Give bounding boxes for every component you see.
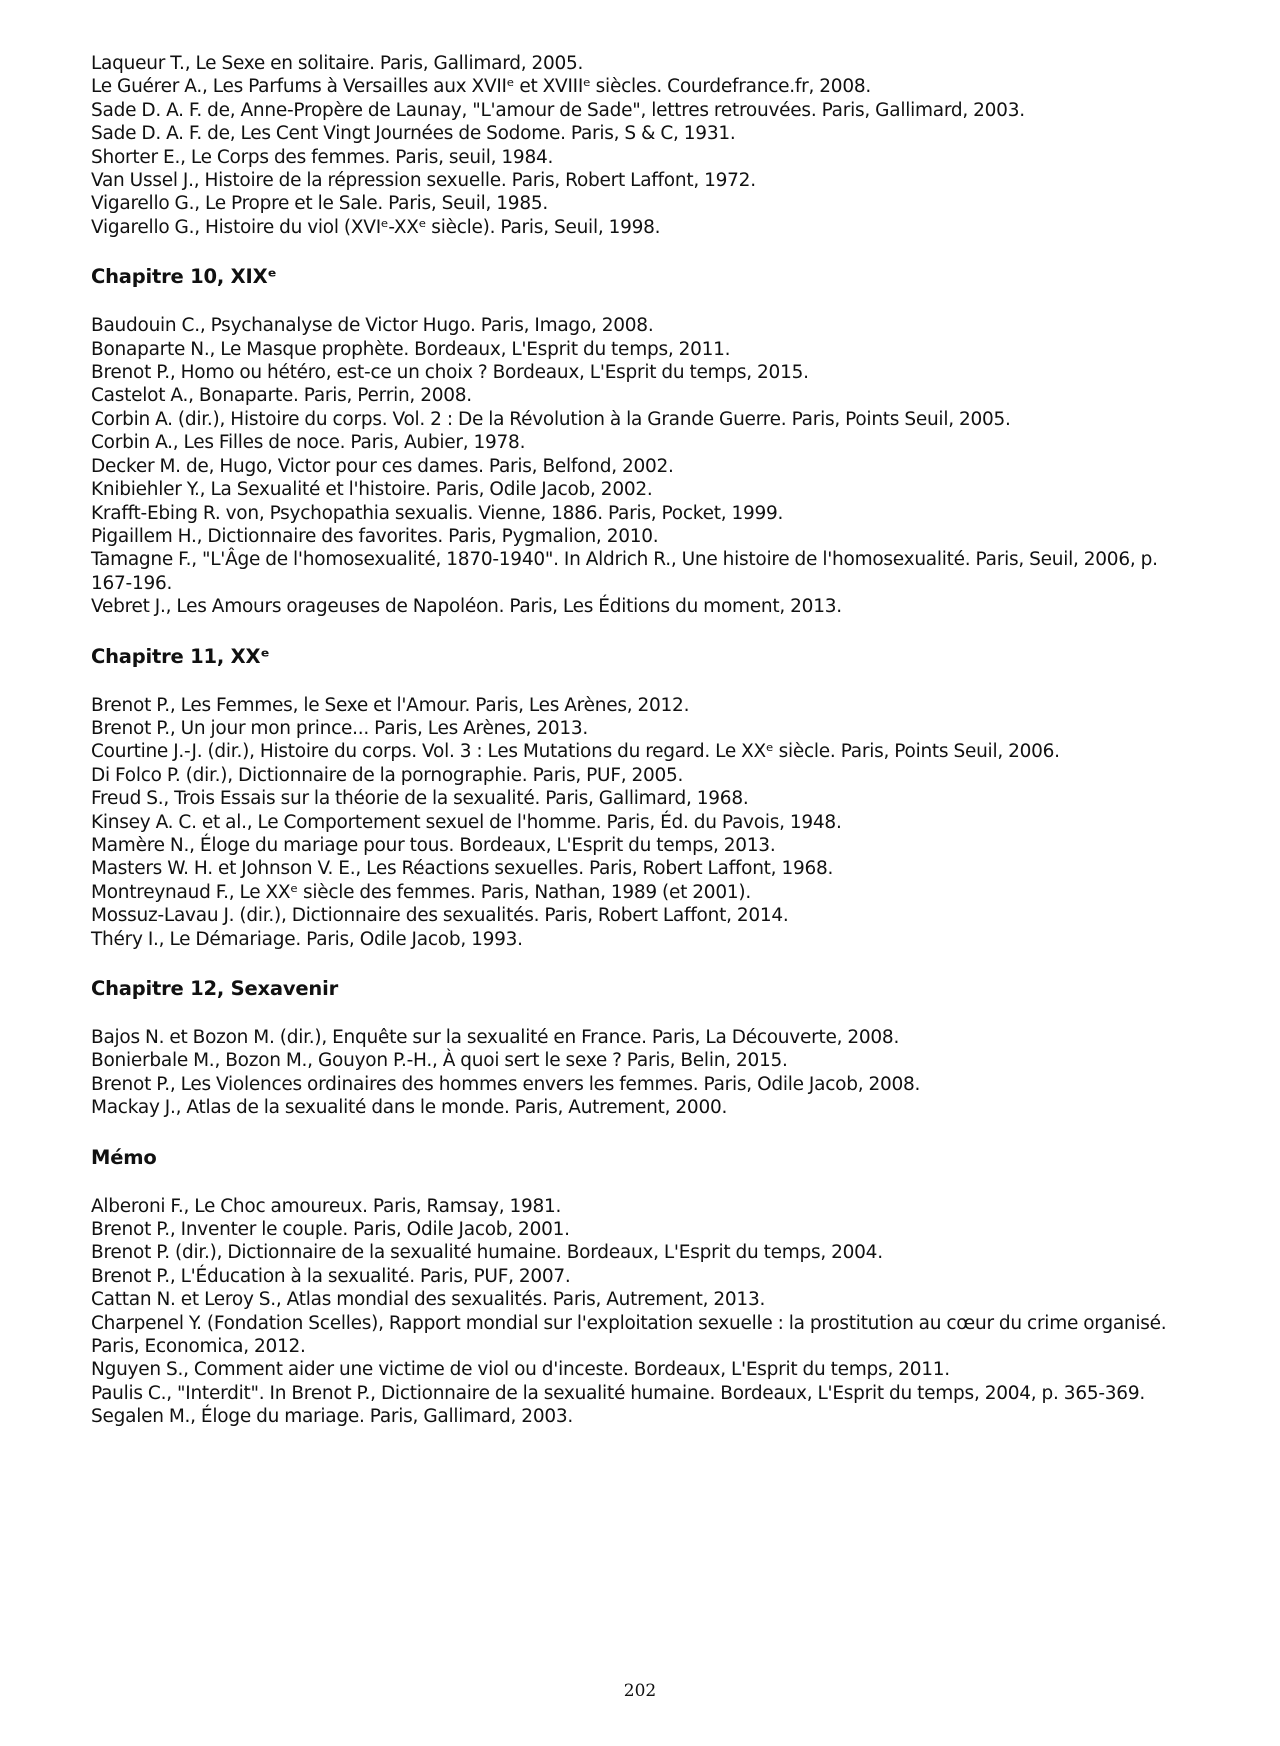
section-chapitre-11 (91, 645, 1191, 951)
bib-entry: Tamagne F., "L'Âge de l'homosexualité, 1870-1940". In Aldrich R., Une histoire de l'homosexualité. Paris, Seuil, 2006, p. 167-196. (91, 549, 1158, 594)
bib-entry: Alberoni F., Le Choc amoureux. Paris, Ramsay, 1981. (91, 1195, 562, 1217)
bib-entry: Brenot P., Inventer le couple. Paris, Odile Jacob, 2001. (91, 1219, 570, 1241)
page-number: 202 (623, 1681, 657, 1701)
bib-entry: Corbin A., Les Filles de noce. Paris, Aubier, 1978. (91, 432, 526, 454)
bib-entry: Bonaparte N., Le Masque prophète. Bordeaux, L'Esprit du temps, 2011. (91, 338, 731, 360)
bib-entry: Kinsey A. C. et al., Le Comportement sexuel de l'homme. Paris, Éd. du Pavois, 1948. (91, 811, 842, 833)
bib-entry: Krafft-Ebing R. von, Psychopathia sexualis. Vienne, 1886. Paris, Pocket, 1999. (91, 502, 784, 524)
bib-entry: Shorter E., Le Corps des femmes. Paris, seuil, 1984. (91, 146, 554, 168)
bib-entry: Corbin A. (dir.), Histoire du corps. Vol. 2 : De la Révolution à la Grande Guerre. Paris, Points Seuil, 2005. (91, 408, 1011, 430)
bib-entry: Decker M. de, Hugo, Victor pour ces dames. Paris, Belfond, 2002. (91, 455, 674, 477)
bib-entry: Van Ussel J., Histoire de la répression sexuelle. Paris, Robert Laffont, 1972. (91, 170, 756, 192)
bib-entry: Courtine J.-J. (dir.), Histoire du corps. Vol. 3 : Les Mutations du regard. Le XXᵉ siècle. Paris, Points Seuil, 2006. (91, 741, 1060, 763)
bib-entry: Nguyen S., Comment aider une victime de viol ou d'inceste. Bordeaux, L'Esprit du temps, 2011. (91, 1359, 950, 1381)
section-continued (91, 52, 1191, 239)
bib-entry: Théry I., Le Démariage. Paris, Odile Jacob, 1993. (91, 928, 523, 950)
bib-entry: Laqueur T., Le Sexe en solitaire. Paris, Gallimard, 2005. (91, 53, 584, 74)
section-chapitre-12 (91, 977, 1191, 1120)
bib-entry: Vebret J., Les Amours orageuses de Napoléon. Paris, Les Éditions du moment, 2013. (91, 596, 842, 618)
bib-entry: Mamère N., Éloge du mariage pour tous. Bordeaux, L'Esprit du temps, 2013. (91, 834, 776, 856)
bib-entry: Sade D. A. F. de, Les Cent Vingt Journées de Sodome. Paris, S & C, 1931. (91, 123, 736, 145)
bib-entry: Bonierbale M., Bozon M., Gouyon P.-H., À quoi sert le sexe ? Paris, Belin, 2015. (91, 1050, 788, 1072)
bib-entry: Bajos N. et Bozon M. (dir.), Enquête sur la sexualité en France. Paris, La Découverte, 2008. (91, 1027, 900, 1048)
bib-entry: Paulis C., "Interdit". In Brenot P., Dictionnaire de la sexualité humaine. Bordeaux, L'Esprit du temps, 2004, p. 365-369. (91, 1382, 1145, 1404)
bib-entry: Brenot P., Les Femmes, le Sexe et l'Amour. Paris, Les Arènes, 2012. (91, 694, 690, 716)
bib-entry: Brenot P. (dir.), Dictionnaire de la sexualité humaine. Bordeaux, L'Esprit du temps, 2004. (91, 1242, 883, 1264)
bib-entry: Brenot P., Un jour mon prince... Paris, Les Arènes, 2013. (91, 717, 589, 739)
bib-entry: Charpenel Y. (Fondation Scelles), Rapport mondial sur l'exploitation sexuelle : la prostitution au cœur du crime organisé. Paris, Economica, 2012. (91, 1312, 1167, 1358)
bib-entry: Baudouin C., Psychanalyse de Victor Hugo. Paris, Imago, 2008. (91, 315, 654, 337)
bib-entry: Freud S., Trois Essais sur la théorie de la sexualité. Paris, Gallimard, 1968. (91, 788, 749, 810)
bib-entry: Cattan N. et Leroy S., Atlas mondial des sexualités. Paris, Autrement, 2013. (91, 1289, 766, 1311)
bib-entry: Castelot A., Bonaparte. Paris, Perrin, 2008. (91, 385, 472, 407)
bib-entry: Brenot P., Les Violences ordinaires des hommes envers les femmes. Paris, Odile Jacob, 2008. (91, 1073, 921, 1095)
bibliography (91, 52, 1191, 1429)
bib-entry: Knibiehler Y., La Sexualité et l'histoire. Paris, Odile Jacob, 2002. (91, 479, 653, 501)
section-heading: Chapitre 10, XIXᵉ (91, 265, 277, 289)
bib-entry: Masters W. H. et Johnson V. E., Les Réactions sexuelles. Paris, Robert Laffont, 1968. (91, 858, 834, 880)
section-heading: Chapitre 11, XXᵉ (91, 644, 270, 668)
bib-entry: Brenot P., L'Éducation à la sexualité. Paris, PUF, 2007. (91, 1265, 571, 1287)
section-heading: Mémo (91, 1145, 157, 1169)
section-memo (91, 1146, 1191, 1429)
bib-entry: Pigaillem H., Dictionnaire des favorites. Paris, Pygmalion, 2010. (91, 525, 659, 547)
bib-entry: Montreynaud F., Le XXᵉ siècle des femmes. Paris, Nathan, 1989 (et 2001). (91, 881, 751, 903)
section-chapitre-10 (91, 265, 1191, 618)
bib-entry: Le Guérer A., Les Parfums à Versailles aux XVIIᵉ et XVIIIᵉ siècles. Courdefrance.fr, 2008. (91, 76, 871, 98)
section-heading: Chapitre 12, Sexavenir (91, 977, 339, 1000)
bib-entry: Brenot P., Homo ou hétéro, est-ce un choix ? Bordeaux, L'Esprit du temps, 2015. (91, 362, 809, 384)
bib-entry: Mackay J., Atlas de la sexualité dans le monde. Paris, Autrement, 2000. (91, 1097, 728, 1119)
bib-entry: Di Folco P. (dir.), Dictionnaire de la pornographie. Paris, PUF, 2005. (91, 764, 684, 786)
bib-entry: Sade D. A. F. de, Anne-Propère de Launay, "L'amour de Sade", lettres retrouvées. Paris, Gallimard, 2003. (91, 99, 1025, 121)
bib-entry: Vigarello G., Le Propre et le Sale. Paris, Seuil, 1985. (91, 193, 548, 215)
bib-entry: Mossuz-Lavau J. (dir.), Dictionnaire des sexualités. Paris, Robert Laffont, 2014. (91, 905, 789, 927)
bib-entry: Vigarello G., Histoire du viol (XVIᵉ-XXᵉ siècle). Paris, Seuil, 1998. (91, 216, 661, 238)
bib-entry: Segalen M., Éloge du mariage. Paris, Gallimard, 2003. (91, 1406, 574, 1428)
